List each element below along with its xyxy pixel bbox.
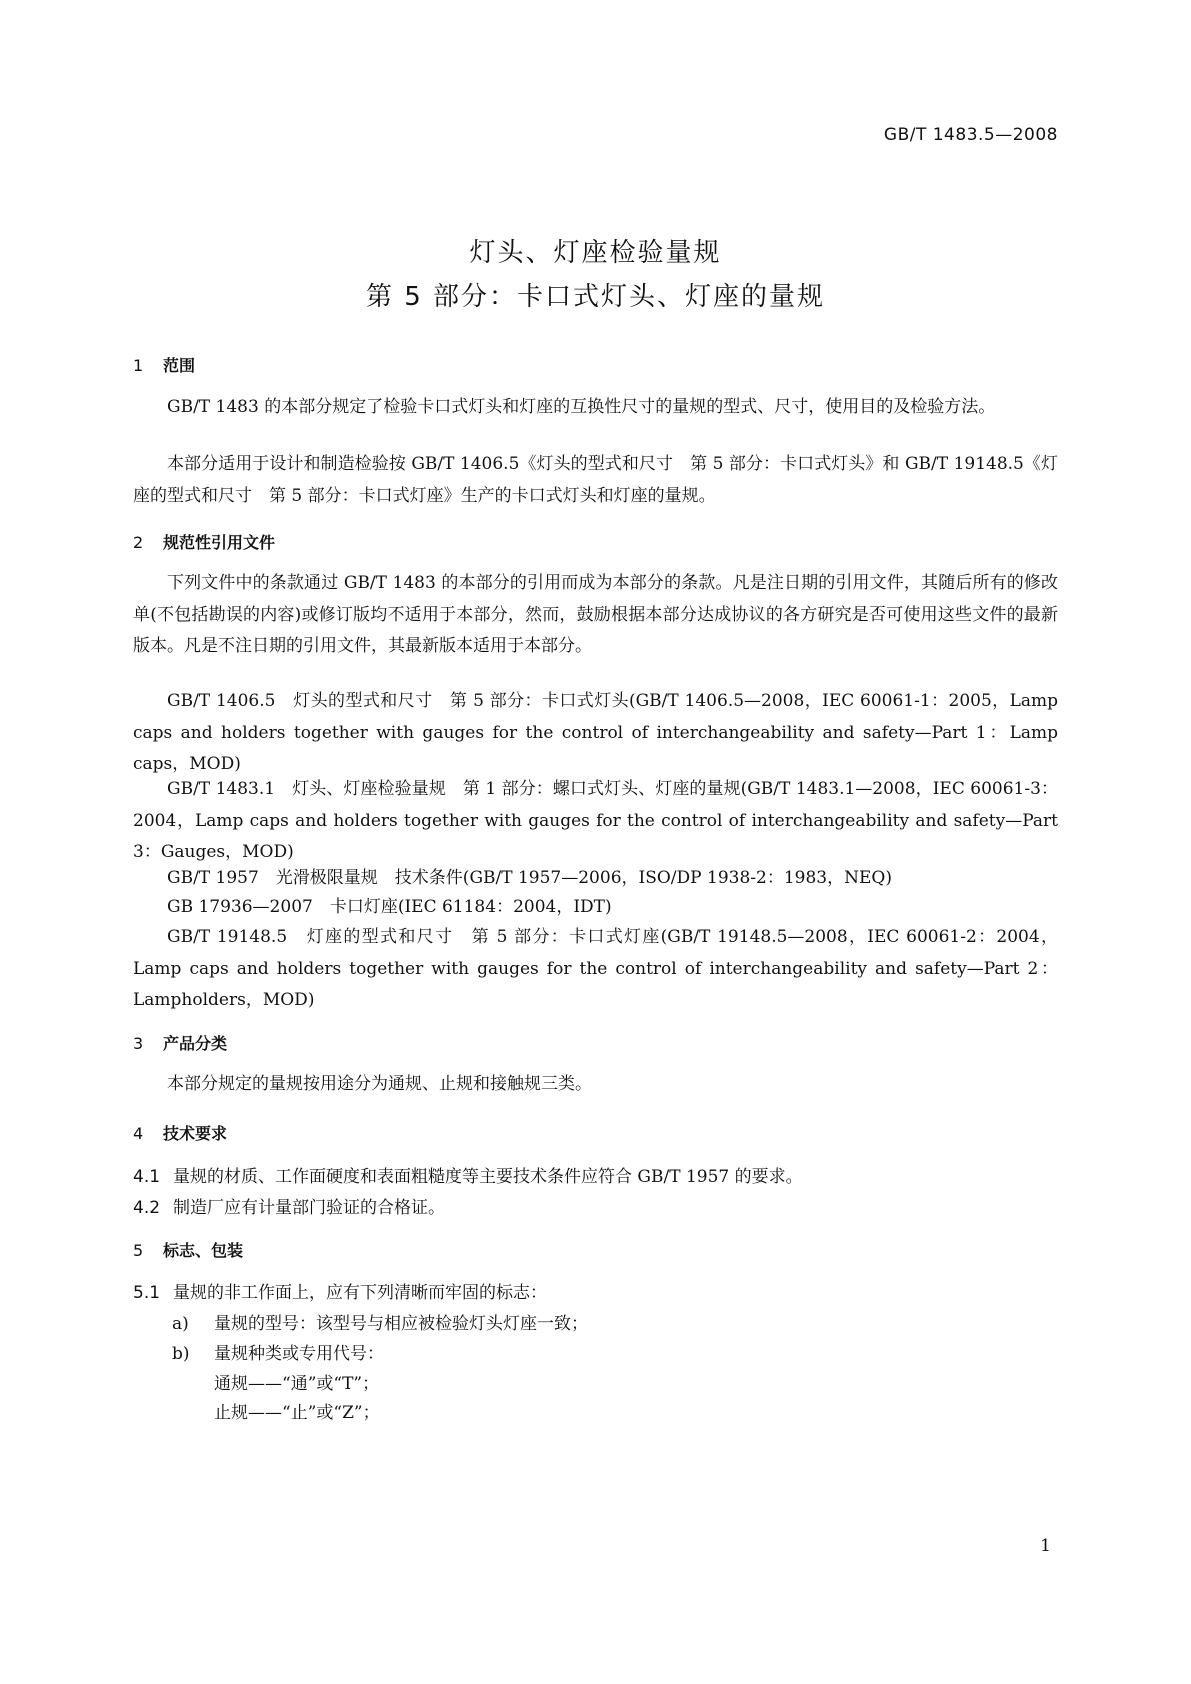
item-label: b) [172, 1344, 190, 1364]
section-3-heading [133, 1031, 227, 1054]
list-item-a [172, 1309, 588, 1334]
reference-gbt-19148-5: GB/T 19148.5 灯座的型式和尺寸 第 5 部分：卡口式灯座(GB/T 19148.5—2008，IEC 60061-2：2004，Lamp caps and holders together with gauges for the control of interchangeability and safety—Part 2：Lampholders，MOD) [133, 927, 1058, 1010]
clause-5-1 [133, 1278, 1058, 1303]
section-title: 产品分类 [163, 1034, 228, 1053]
section-number: 1 [133, 356, 144, 375]
paragraph-classification: 本部分规定的量规按用途分为通规、止规和接触规三类。 [167, 1074, 592, 1094]
list-item-b [172, 1339, 384, 1364]
clause-number: 4.2 [133, 1198, 161, 1218]
item-text: 量规的型号：该型号与相应被检验灯头灯座一致； [214, 1314, 588, 1334]
section-number: 2 [133, 533, 144, 552]
paragraph-scope-1: GB/T 1483 的本部分规定了检验卡口式灯头和灯座的互换性尺寸的量规的型式、尺寸，使用目的及检验方法。 [167, 397, 996, 417]
section-title: 规范性引用文件 [163, 533, 276, 552]
section-number: 4 [133, 1124, 144, 1143]
section-2-heading [133, 530, 275, 553]
sub-item-no-go-gauge: 止规——“止”或“Z”； [214, 1403, 380, 1423]
clause-text: 制造厂应有计量部门验证的合格证。 [173, 1198, 445, 1218]
clause-4-2 [133, 1193, 1058, 1218]
reference-gb-17936: GB 17936—2007 卡口灯座(IEC 61184：2004，IDT) [167, 897, 612, 917]
sub-item-go-gauge: 通规——“通”或“T”； [214, 1374, 380, 1394]
section-4-heading [133, 1121, 227, 1144]
standard-code: GB/T 1483.5—2008 [883, 125, 1058, 145]
page-number: 1 [1040, 1536, 1051, 1556]
title-line-1: 灯头、灯座检验量规 [469, 238, 722, 268]
clause-4-1 [133, 1162, 1058, 1187]
section-title: 技术要求 [163, 1124, 228, 1143]
reference-gbt-1406-5: GB/T 1406.5 灯头的型式和尺寸 第 5 部分：卡口式灯头(GB/T 1406.5—2008，IEC 60061-1：2005，Lamp caps and holders together with gauges for the control of interchangeability and safety—Part 1：Lamp caps，MOD) [133, 691, 1058, 774]
clause-text: 量规的材质、工作面硬度和表面粗糙度等主要技术条件应符合 GB/T 1957 的要求。 [173, 1167, 803, 1187]
paragraph-references-intro: 下列文件中的条款通过 GB/T 1483 的本部分的引用而成为本部分的条款。凡是注日期的引用文件，其随后所有的修改单(不包括勘误的内容)或修订版均不适用于本部分，然而，鼓励根据本部分达成协议的各方研究是否可使用这些文件的最新版本。凡是不注日期的引用文件，其最新版本适用于本部分。 [133, 573, 1058, 656]
clause-number: 4.1 [133, 1167, 161, 1187]
clause-text: 量规的非工作面上，应有下列清晰而牢固的标志： [173, 1283, 547, 1303]
section-5-heading [133, 1238, 243, 1261]
reference-gbt-1957: GB/T 1957 光滑极限量规 技术条件(GB/T 1957—2006，ISO/DP 1938-2：1983，NEQ) [167, 868, 892, 888]
reference-gbt-1483-1: GB/T 1483.1 灯头、灯座检验量规 第 1 部分：螺口式灯头、灯座的量规(GB/T 1483.1—2008，IEC 60061-3：2004，Lamp caps and holders together with gauges for the control of interchangeability and safety—Part 3：Gauges，MOD) [133, 779, 1058, 862]
section-1-heading [133, 353, 195, 376]
section-number: 5 [133, 1241, 144, 1260]
section-title: 标志、包装 [163, 1241, 244, 1260]
title-line-2: 第 5 部分：卡口式灯头、灯座的量规 [365, 282, 826, 312]
item-text: 量规种类或专用代号： [214, 1344, 384, 1364]
item-label: a) [172, 1314, 189, 1334]
paragraph-scope-2: 本部分适用于设计和制造检验按 GB/T 1406.5《灯头的型式和尺寸 第 5 部分：卡口式灯头》和 GB/T 19148.5《灯座的型式和尺寸 第 5 部分：卡口式灯座》生产的卡口式灯头和灯座的量规。 [133, 454, 1058, 506]
section-title: 范围 [163, 356, 196, 375]
clause-number: 5.1 [133, 1283, 161, 1303]
section-number: 3 [133, 1034, 144, 1053]
